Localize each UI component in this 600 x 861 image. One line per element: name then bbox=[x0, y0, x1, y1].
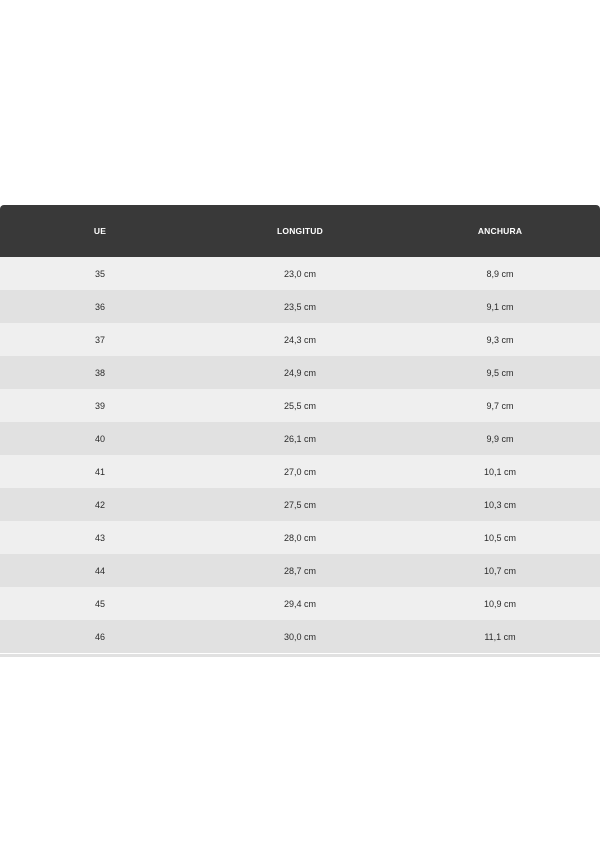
table-row bbox=[0, 521, 600, 554]
cell-length: 23,5 cm bbox=[283, 301, 316, 312]
cell-eu: 45 bbox=[94, 598, 105, 609]
cell-eu: 44 bbox=[94, 565, 105, 576]
cell-length: 28,7 cm bbox=[283, 565, 316, 576]
cell-length: 27,0 cm bbox=[283, 466, 316, 477]
cell-width: 9,7 cm bbox=[486, 400, 514, 411]
header-eu: UE bbox=[93, 226, 107, 236]
table-row bbox=[0, 389, 600, 422]
cell-width: 10,3 cm bbox=[483, 499, 516, 510]
table-row bbox=[0, 455, 600, 488]
table-row bbox=[0, 554, 600, 587]
table-row bbox=[0, 620, 600, 653]
cell-eu: 37 bbox=[94, 334, 105, 345]
cell-width: 8,9 cm bbox=[486, 268, 514, 279]
cell-width: 10,5 cm bbox=[483, 532, 516, 543]
cell-eu: 35 bbox=[94, 268, 105, 279]
table-row bbox=[0, 257, 600, 290]
cell-length: 23,0 cm bbox=[283, 268, 316, 279]
size-chart-header bbox=[0, 205, 600, 257]
cell-width: 9,3 cm bbox=[486, 334, 514, 345]
cell-eu: 39 bbox=[94, 400, 105, 411]
cell-length: 26,1 cm bbox=[283, 433, 316, 444]
table-row bbox=[0, 422, 600, 455]
cell-width: 9,1 cm bbox=[486, 301, 514, 312]
cell-width: 11,1 cm bbox=[484, 631, 516, 642]
cell-length: 25,5 cm bbox=[283, 400, 316, 411]
cell-eu: 40 bbox=[94, 433, 105, 444]
cell-width: 9,5 cm bbox=[486, 367, 514, 378]
cell-eu: 36 bbox=[94, 301, 105, 312]
cell-eu: 38 bbox=[94, 367, 105, 378]
cell-eu: 46 bbox=[94, 631, 105, 642]
size-chart-body bbox=[0, 257, 600, 653]
header-length: LONGITUD bbox=[277, 226, 323, 236]
table-row bbox=[0, 323, 600, 356]
cell-eu: 43 bbox=[94, 532, 105, 543]
cell-eu: 41 bbox=[94, 466, 105, 477]
table-row bbox=[0, 587, 600, 620]
header-row bbox=[0, 205, 600, 257]
cell-length: 29,4 cm bbox=[283, 598, 316, 609]
table-bottom-edge bbox=[0, 654, 600, 657]
cell-length: 24,9 cm bbox=[283, 367, 316, 378]
table-row bbox=[0, 356, 600, 389]
cell-width: 10,7 cm bbox=[483, 565, 516, 576]
cell-length: 28,0 cm bbox=[283, 532, 316, 543]
table-row bbox=[0, 488, 600, 521]
table-row bbox=[0, 290, 600, 323]
cell-width: 10,1 cm bbox=[483, 466, 516, 477]
cell-width: 9,9 cm bbox=[486, 433, 514, 444]
cell-length: 27,5 cm bbox=[283, 499, 316, 510]
size-chart-table bbox=[0, 205, 600, 653]
cell-eu: 42 bbox=[94, 499, 105, 510]
cell-width: 10,9 cm bbox=[483, 598, 516, 609]
cell-length: 30,0 cm bbox=[283, 631, 316, 642]
cell-length: 24,3 cm bbox=[283, 334, 316, 345]
header-width: ANCHURA bbox=[477, 226, 523, 236]
